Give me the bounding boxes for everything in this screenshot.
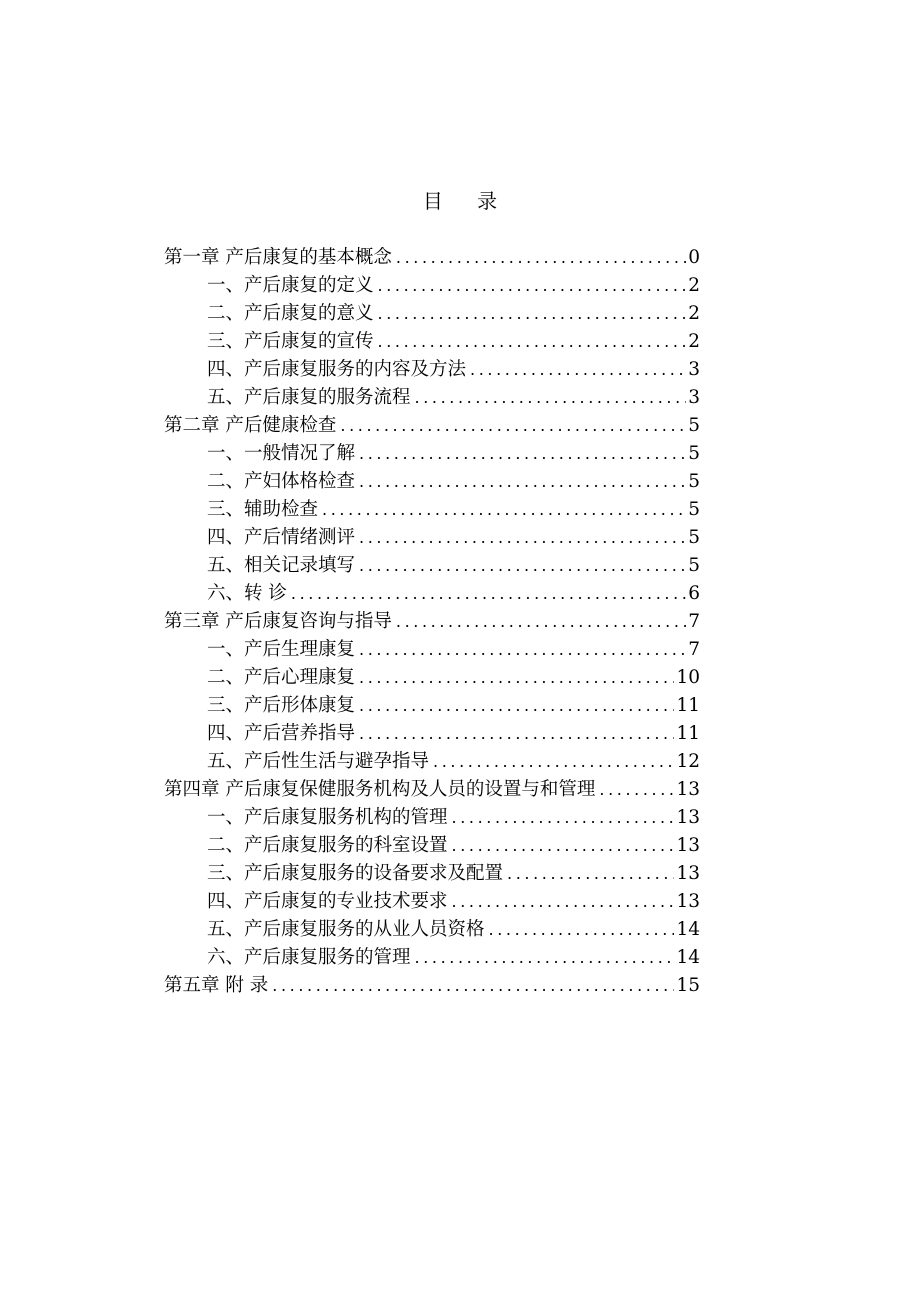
toc-page-number: 12 xyxy=(676,751,700,772)
toc-dot-leader xyxy=(359,664,674,692)
toc-entry-text: 五、产后康复的服务流程 xyxy=(207,387,411,408)
toc-dot-leader xyxy=(359,552,686,580)
toc-entry-text: 六、转 诊 xyxy=(207,583,287,604)
toc-dot-leader xyxy=(340,412,686,440)
toc-section-entry[interactable] xyxy=(164,328,700,356)
toc-entry-text: 三、产后形体康复 xyxy=(207,695,356,716)
toc-section-entry[interactable] xyxy=(164,692,700,720)
toc-dot-leader xyxy=(415,944,675,972)
toc-page-number: 15 xyxy=(676,975,700,996)
toc-page-number: 3 xyxy=(688,359,700,380)
toc-entry-text: 二、产后康复的意义 xyxy=(207,303,374,324)
toc-entry-text: 三、产后康复服务的设备要求及配置 xyxy=(207,863,504,884)
toc-section-entry[interactable] xyxy=(164,552,700,580)
toc-dot-leader xyxy=(452,832,675,860)
toc-page-number: 14 xyxy=(676,919,700,940)
toc-dot-leader xyxy=(507,860,674,888)
toc-entry-text: 四、产后康复的专业技术要求 xyxy=(207,891,448,912)
toc-page-number: 13 xyxy=(676,807,700,828)
toc-dot-leader xyxy=(272,972,674,1000)
toc-entry-text: 六、产后康复服务的管理 xyxy=(207,947,411,968)
toc-page-number: 13 xyxy=(676,835,700,856)
toc-section-entry[interactable] xyxy=(164,580,700,608)
toc-section-entry[interactable] xyxy=(164,468,700,496)
toc-page-number: 5 xyxy=(688,499,700,520)
toc-dot-leader xyxy=(452,804,675,832)
toc-section-entry[interactable] xyxy=(164,356,700,384)
toc-dot-leader xyxy=(359,692,674,720)
toc-page-number: 2 xyxy=(688,275,700,296)
toc-entry-text: 第五章 附 录 xyxy=(164,975,269,996)
toc-page-number: 13 xyxy=(676,779,700,800)
toc-section-entry[interactable] xyxy=(164,944,700,972)
toc-section-entry[interactable] xyxy=(164,636,700,664)
toc-page-number: 14 xyxy=(676,947,700,968)
toc-title: 目 录 xyxy=(422,189,512,213)
toc-chapter-entry[interactable] xyxy=(164,608,700,636)
toc-entry-text: 第四章 产后康复保健服务机构及人员的设置与和管理 xyxy=(164,779,596,800)
toc-dot-leader xyxy=(452,888,675,916)
toc-page-number: 13 xyxy=(676,891,700,912)
table-of-contents xyxy=(164,244,700,1000)
toc-entry-text: 五、产后康复服务的从业人员资格 xyxy=(207,919,485,940)
toc-entry-text: 四、产后情绪测评 xyxy=(207,527,356,548)
toc-entry-text: 一、产后康复的定义 xyxy=(207,275,374,296)
toc-entry-text: 一、产后康复服务机构的管理 xyxy=(207,807,448,828)
toc-dot-leader xyxy=(359,636,686,664)
toc-dot-leader xyxy=(359,468,686,496)
toc-entry-text: 二、产妇体格检查 xyxy=(207,471,356,492)
toc-entry-text: 五、相关记录填写 xyxy=(207,555,356,576)
toc-dot-leader xyxy=(322,496,686,524)
toc-entry-text: 四、产后营养指导 xyxy=(207,723,356,744)
toc-entry-text: 五、产后性生活与避孕指导 xyxy=(207,751,430,772)
toc-page-number: 5 xyxy=(688,471,700,492)
toc-dot-leader xyxy=(433,748,674,776)
toc-entry-text: 一、产后生理康复 xyxy=(207,639,356,660)
toc-entry-text: 二、产后心理康复 xyxy=(207,667,356,688)
toc-page-number: 5 xyxy=(688,527,700,548)
toc-page-number: 0 xyxy=(688,247,700,268)
toc-dot-leader xyxy=(489,916,675,944)
toc-entry-text: 三、辅助检查 xyxy=(207,499,319,520)
toc-chapter-entry[interactable] xyxy=(164,972,700,1000)
toc-section-entry[interactable] xyxy=(164,916,700,944)
toc-page-number: 5 xyxy=(688,555,700,576)
toc-dot-leader xyxy=(378,328,687,356)
toc-dot-leader xyxy=(378,272,687,300)
toc-section-entry[interactable] xyxy=(164,832,700,860)
toc-dot-leader xyxy=(359,440,686,468)
toc-entry-text: 第一章 产后康复的基本概念 xyxy=(164,247,392,268)
toc-dot-leader xyxy=(359,524,686,552)
toc-section-entry[interactable] xyxy=(164,888,700,916)
toc-page-number: 5 xyxy=(688,415,700,436)
toc-chapter-entry[interactable] xyxy=(164,412,700,440)
toc-section-entry[interactable] xyxy=(164,748,700,776)
toc-dot-leader xyxy=(396,608,686,636)
toc-entry-text: 四、产后康复服务的内容及方法 xyxy=(207,359,467,380)
toc-entry-text: 一、一般情况了解 xyxy=(207,443,356,464)
toc-section-entry[interactable] xyxy=(164,720,700,748)
toc-page-number: 13 xyxy=(676,863,700,884)
toc-section-entry[interactable] xyxy=(164,664,700,692)
toc-entry-text: 二、产后康复服务的科室设置 xyxy=(207,835,448,856)
toc-page-number: 5 xyxy=(688,443,700,464)
toc-dot-leader xyxy=(599,776,674,804)
toc-dot-leader xyxy=(359,720,674,748)
toc-dot-leader xyxy=(396,244,686,272)
toc-section-entry[interactable] xyxy=(164,272,700,300)
toc-page-number: 11 xyxy=(676,723,700,744)
toc-dot-leader xyxy=(291,580,686,608)
toc-page-number: 3 xyxy=(688,387,700,408)
toc-page-number: 2 xyxy=(688,331,700,352)
toc-page-number: 10 xyxy=(676,667,700,688)
toc-section-entry[interactable] xyxy=(164,860,700,888)
toc-chapter-entry[interactable] xyxy=(164,244,700,272)
toc-section-entry[interactable] xyxy=(164,496,700,524)
toc-entry-text: 第二章 产后健康检查 xyxy=(164,415,337,436)
toc-section-entry[interactable] xyxy=(164,524,700,552)
toc-page-number: 11 xyxy=(676,695,700,716)
toc-page-number: 2 xyxy=(688,303,700,324)
toc-page-number: 7 xyxy=(688,611,700,632)
toc-page-number: 6 xyxy=(688,583,700,604)
toc-section-entry[interactable] xyxy=(164,440,700,468)
toc-entry-text: 三、产后康复的宣传 xyxy=(207,331,374,352)
toc-page-number: 7 xyxy=(688,639,700,660)
toc-dot-leader xyxy=(470,356,686,384)
toc-dot-leader xyxy=(415,384,687,412)
toc-dot-leader xyxy=(378,300,687,328)
toc-entry-text: 第三章 产后康复咨询与指导 xyxy=(164,611,392,632)
toc-chapter-entry[interactable] xyxy=(164,776,700,804)
toc-section-entry[interactable] xyxy=(164,384,700,412)
toc-section-entry[interactable] xyxy=(164,804,700,832)
toc-section-entry[interactable] xyxy=(164,300,700,328)
